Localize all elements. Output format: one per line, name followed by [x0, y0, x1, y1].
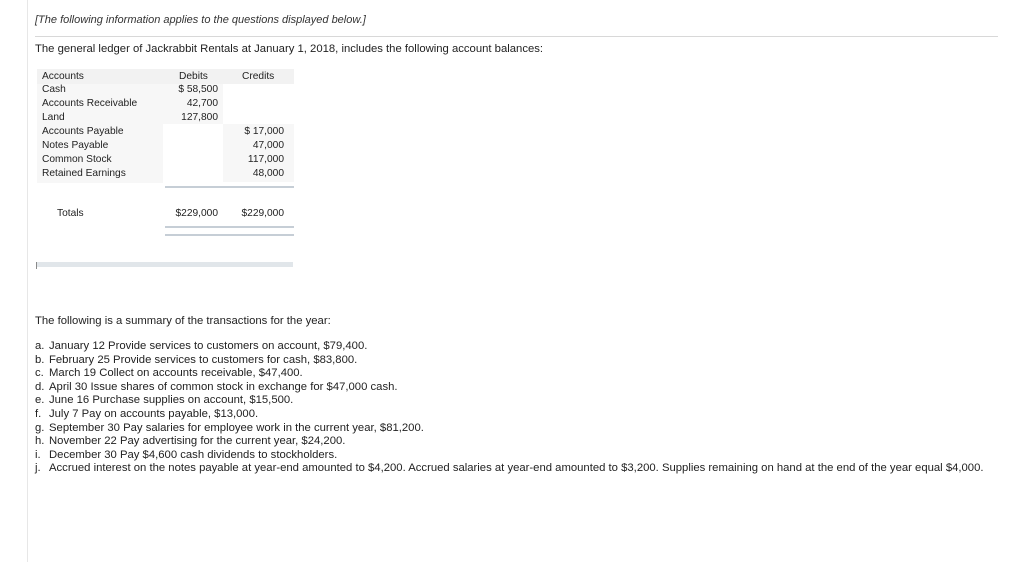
- totals-label: Totals: [57, 208, 84, 219]
- list-item: [35, 435, 995, 449]
- item-letter: d.: [35, 380, 45, 393]
- table-footer-bar: [36, 262, 293, 267]
- list-item: [35, 422, 995, 436]
- account-name: Land: [42, 112, 65, 123]
- item-text: November 22 Pay advertising for the current year, $24,200.: [49, 435, 346, 448]
- item-letter: f.: [35, 407, 42, 420]
- summary-intro-text: The following is a summary of the transactions for the year:: [35, 315, 331, 327]
- item-letter: b.: [35, 353, 45, 366]
- total-debits: $229,000: [175, 208, 218, 219]
- debit-value: $ 58,500: [178, 84, 218, 95]
- account-name: Retained Earnings: [42, 168, 126, 179]
- list-item: [35, 462, 995, 476]
- account-name: Accounts Payable: [42, 126, 124, 137]
- credit-value: 47,000: [252, 140, 284, 151]
- credit-value: 48,000: [252, 168, 284, 179]
- transaction-list: [35, 340, 995, 476]
- item-text: September 30 Pay salaries for employee work in the current year, $81,200.: [49, 421, 424, 434]
- intro-note: [The following information applies to the questions displayed below.]: [35, 14, 366, 26]
- header-debits: Debits: [179, 71, 208, 82]
- list-item: [35, 367, 995, 381]
- list-item: [35, 354, 995, 368]
- item-text: June 16 Purchase supplies on account, $15,500.: [49, 394, 294, 407]
- account-name: Cash: [42, 84, 66, 95]
- item-text: February 25 Provide services to customers for cash, $83,800.: [49, 353, 358, 366]
- credit-value: 117,000: [247, 154, 284, 165]
- item-letter: i.: [35, 448, 41, 461]
- item-letter: c.: [35, 367, 44, 380]
- list-item: [35, 340, 995, 354]
- item-text: July 7 Pay on accounts payable, $13,000.: [49, 407, 259, 420]
- list-item: [35, 449, 995, 463]
- divider: [35, 36, 998, 37]
- account-name: Common Stock: [42, 154, 112, 165]
- item-letter: h.: [35, 435, 45, 448]
- item-text: December 30 Pay $4,600 cash dividends to stockholders.: [49, 448, 338, 461]
- item-text: March 19 Collect on accounts receivable, $47,400.: [49, 367, 303, 380]
- double-rule-bottom: [165, 234, 294, 236]
- item-letter: j.: [35, 462, 41, 475]
- debit-value: 127,800: [181, 112, 218, 123]
- total-credits: $229,000: [241, 208, 284, 219]
- subtotal-rule: [165, 186, 294, 188]
- item-letter: e.: [35, 394, 45, 407]
- header-accounts: Accounts: [42, 71, 84, 82]
- list-item: [35, 394, 995, 408]
- item-letter: a.: [35, 340, 45, 352]
- header-credits: Credits: [242, 71, 275, 82]
- item-text: April 30 Issue shares of common stock in exchange for $47,000 cash.: [49, 380, 398, 393]
- list-item: [35, 408, 995, 422]
- list-item: [35, 381, 995, 395]
- item-text: Accrued interest on the notes payable at year-end amounted to $4,200. Accrued salaries at year-end amounted to $3,200. Supplies remaining on hand at the end of the year equal $4,000.: [49, 462, 984, 475]
- debit-value: 42,700: [186, 98, 218, 109]
- double-rule-top: [165, 226, 294, 228]
- credit-value: $ 17,000: [244, 126, 284, 137]
- item-text: January 12 Provide services to customers on account, $79,400.: [49, 340, 368, 352]
- account-name: Accounts Receivable: [42, 98, 138, 109]
- account-name: Notes Payable: [42, 140, 109, 151]
- item-letter: g.: [35, 421, 45, 434]
- ledger-intro-text: The general ledger of Jackrabbit Rentals at January 1, 2018, includes the following account balances:: [35, 43, 544, 55]
